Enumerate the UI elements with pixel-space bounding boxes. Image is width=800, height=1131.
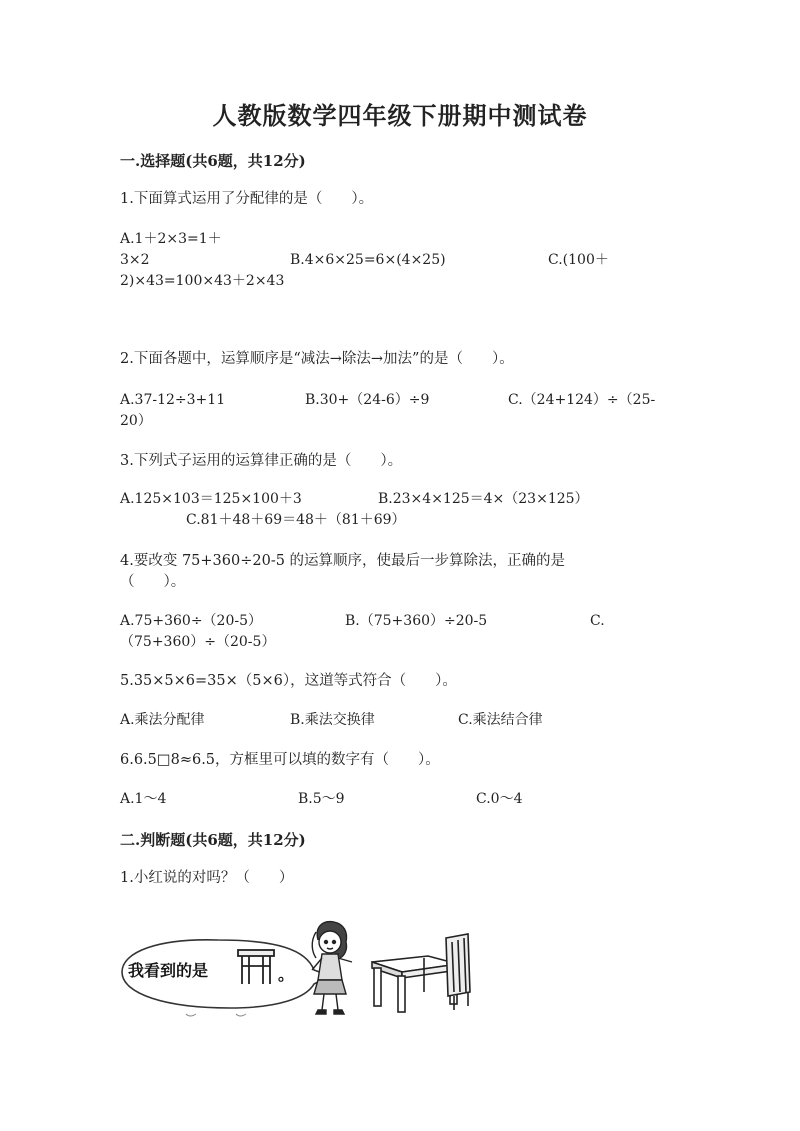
- question-2-stem: 2.下面各题中，运算顺序是“减法→除法→加法”的是（ ）。: [120, 351, 514, 367]
- question-5-option-a: A.乘法分配律: [120, 712, 205, 728]
- question-4-option-c: C.: [590, 613, 605, 629]
- girl-and-table-illustration: [118, 918, 490, 1030]
- question-1-option-a: A.1＋2×3=1＋: [120, 231, 222, 247]
- question-2-option-c-cont: 20）: [120, 413, 152, 429]
- page-title: 人教版数学四年级下册期中测试卷: [212, 101, 588, 130]
- question-1-option-b: B.4×6×25=6×(4×25): [290, 252, 446, 268]
- question-1-option-c: C.(100＋: [548, 252, 609, 268]
- question-3-stem: 3.下列式子运用的运算律正确的是（ ）。: [120, 453, 403, 469]
- question-4-stem: 4.要改变 75+360÷20-5 的运算顺序，使最后一步算除法，正确的是: [120, 553, 566, 569]
- question-4-stem-cont: （ ）。: [120, 574, 186, 590]
- section-heading-judgement: 二.判断题(共6题，共12分): [120, 831, 306, 849]
- question-3-option-a: A.125×103＝125×100＋3: [120, 491, 302, 507]
- question-5-option-c: C.乘法结合律: [458, 712, 543, 728]
- question-6-option-c: C.0～4: [476, 791, 523, 807]
- question-6-stem: 6.6.5□8≈6.5，方框里可以填的数字有（ ）。: [120, 752, 440, 768]
- question-4-option-a: A.75+360÷（20-5）: [120, 613, 263, 629]
- question-4-option-b: B.（75+360）÷20-5: [345, 613, 488, 629]
- speech-bubble-end: 。: [278, 965, 295, 984]
- question-2-option-a: A.37-12÷3+11: [120, 392, 226, 408]
- faint-mark-right: [236, 1014, 246, 1016]
- question-5-option-b: B.乘法交换律: [290, 712, 375, 728]
- question-2-option-b: B.30+（24-6）÷9: [305, 392, 430, 408]
- question-6-option-a: A.1～4: [120, 791, 167, 807]
- question-4-option-c-cont: （75+360）÷（20-5）: [120, 634, 276, 650]
- question-3-option-c: C.81＋48＋69＝48＋（81＋69）: [186, 512, 406, 528]
- judgement-question-1-stem: 1.小红说的对吗？（ ）: [120, 870, 294, 886]
- question-1-stem: 1.下面算式运用了分配律的是（ ）。: [120, 191, 374, 207]
- girl-figure: [312, 922, 352, 1014]
- question-1-option-c-cont: 2)×43=100×43＋2×43: [120, 273, 285, 289]
- faint-mark-left: [186, 1014, 196, 1016]
- question-6-option-b: B.5～9: [298, 791, 345, 807]
- question-3-option-b: B.23×4×125＝4×（23×125）: [378, 491, 589, 507]
- question-2-option-c: C.（24+124）÷（25-: [508, 392, 656, 408]
- speech-bubble-text: 我看到的是: [128, 961, 209, 980]
- question-1-option-a-cont: 3×2: [120, 252, 150, 268]
- table-3d-illustration: [372, 934, 470, 1012]
- section-heading-choice: 一.选择题(共6题，共12分): [120, 152, 306, 170]
- illustration: [118, 918, 490, 1030]
- question-5-stem: 5.35×5×6=35×（5×6），这道等式符合（ ）。: [120, 673, 457, 689]
